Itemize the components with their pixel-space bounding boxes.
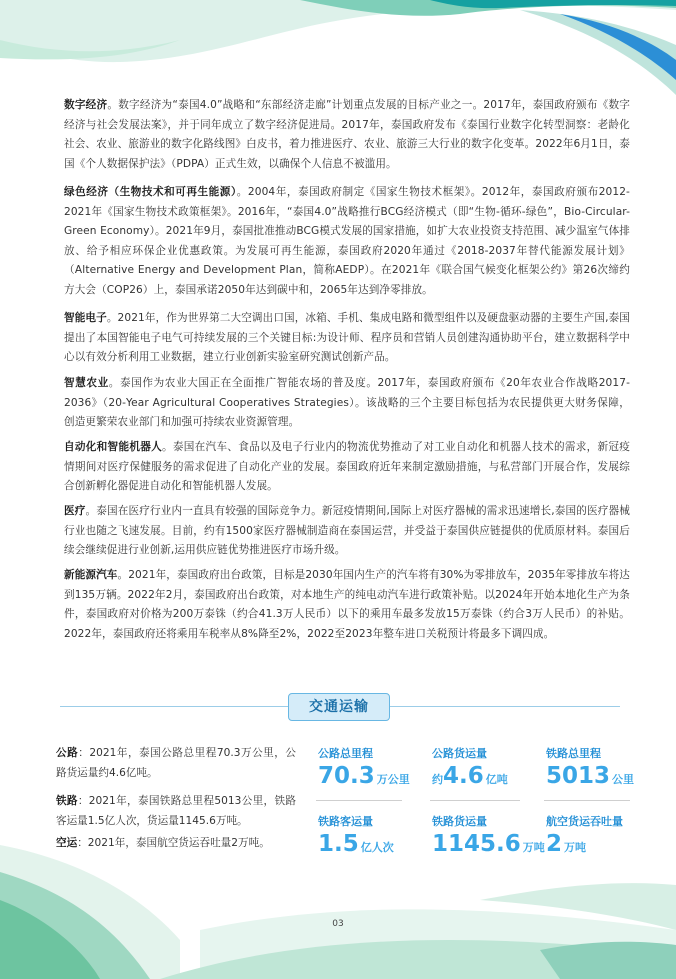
stat-label: 航空货运吞吐量 bbox=[546, 815, 623, 828]
transport-rail-text bbox=[56, 792, 296, 831]
paragraph-title: 智能电子 bbox=[64, 312, 107, 324]
stat-value: 70.3 bbox=[318, 763, 375, 789]
transport-title: 公路 bbox=[56, 747, 79, 759]
stat-air-freight bbox=[546, 815, 623, 857]
paragraph-body: 。2021年，泰国政府出台政策，目标是2030年国内生产的汽车将有30%为零排放车，2035年零排放车将达到135万辆。2022年2月，泰国政府出台政策，对本地生产的纯电动汽车进行政策补贴。以2024年开始本地化生产为条件，泰国政府对价格为200万泰铢（约合41.3万人民币）以下的乘用车最多发放15万泰铢（约合3万人民币）的补贴。2022年，泰国政府还将乘用车税率从8%降至2%，2022至2023年整车进口关税预计将最多下调四成。 bbox=[64, 569, 630, 640]
stats-divider bbox=[316, 800, 402, 801]
paragraph-body: 。2021年，作为世界第二大空调出口国，冰箱、手机、集成电路和微型组件以及硬盘驱动器的主要生产国,泰国提出了本国智能电子电气可持续发展的三个关键目标:为设计师、程序员和营销人员创建沟通协助平台，建立数据科学中心以有效分析利用工业数据，建立行业创新实验室研究测试创新产品。 bbox=[64, 312, 630, 364]
stat-unit: 万公里 bbox=[376, 773, 410, 786]
stat-rail-freight bbox=[432, 815, 545, 857]
transport-air-text bbox=[56, 834, 296, 854]
paragraph-title: 智慧农业 bbox=[64, 377, 109, 389]
paragraph-smart-electronics bbox=[64, 309, 630, 368]
transport-road-text bbox=[56, 744, 296, 783]
paragraph-digital-economy bbox=[64, 96, 630, 174]
paragraph-automation-robotics bbox=[64, 438, 630, 497]
paragraph-body: 。泰国在医疗行业内一直具有较强的国际竞争力。新冠疫情期间,国际上对医疗器械的需求迅速增长,泰国的医疗器械行业也随之飞速发展。目前，约有1500家医疗器械制造商在泰国运营，并受益于泰国供应链提供的优质原材料。泰国后续会继续促进行业创新,运用供应链优势推进医疗市场升级。 bbox=[64, 505, 630, 557]
section-title-transport: 交通运输 bbox=[288, 693, 390, 721]
stat-unit: 亿吨 bbox=[485, 773, 508, 786]
stat-unit: 万吨 bbox=[564, 841, 587, 854]
stat-label: 铁路总里程 bbox=[546, 747, 601, 760]
paragraph-title: 新能源汽车 bbox=[64, 569, 118, 581]
stat-value: 2 bbox=[546, 831, 563, 857]
transport-title: 空运 bbox=[56, 837, 78, 849]
stat-unit: 万吨 bbox=[522, 841, 545, 854]
stat-label: 公路总里程 bbox=[318, 747, 373, 760]
transport-body: ：2021年，泰国航空货运吞吐量2万吨。 bbox=[77, 837, 270, 849]
stat-label: 铁路货运量 bbox=[432, 815, 487, 828]
stat-value: 1145.6 bbox=[432, 831, 521, 857]
stats-divider bbox=[430, 800, 520, 801]
stat-unit: 公里 bbox=[612, 773, 635, 786]
stat-unit: 亿人次 bbox=[360, 841, 394, 854]
stat-rail-passengers bbox=[318, 815, 394, 857]
stat-label: 公路货运量 bbox=[432, 747, 487, 760]
stat-value: 4.6 bbox=[443, 763, 484, 789]
stat-rail-mileage bbox=[546, 747, 634, 789]
transport-title: 铁路 bbox=[56, 795, 78, 807]
paragraph-green-economy bbox=[64, 183, 630, 301]
paragraph-body: 。泰国在汽车、食品以及电子行业内的物流优势推动了对工业自动化和机器人技术的需求，新冠疫情期间对医疗保健服务的需求促进了自动化产业的发展。泰国政府近年来制定激励措施，与私营部门开展合作，发展综合创新孵化器促进自动化和智能机器人发展。 bbox=[64, 441, 630, 493]
stats-divider bbox=[544, 800, 630, 801]
paragraph-medical bbox=[64, 502, 630, 561]
paragraph-smart-agriculture bbox=[64, 374, 630, 433]
paragraph-body: 。泰国作为农业大国正在全面推广智能农场的普及度。2017年，泰国政府颁布《20年农业合作战略2017-2036》（20-Year Agricultural Cooperatives Strategies）。该战略的三个主要目标包括为农民提供更大财务保障，创造更繁荣农业部门和加强可持续农业资源管理。 bbox=[64, 377, 630, 429]
paragraph-title: 数字经济 bbox=[64, 99, 108, 111]
transport-body: ：2021年，泰国铁路总里程5013公里，铁路客运量1.5亿人次，货运量1145.6万吨。 bbox=[56, 795, 297, 827]
paragraph-body: 。数字经济为“泰国4.0”战略和“东部经济走廊”计划重点发展的目标产业之一。2017年，泰国政府颁布《数字经济与社会发展法案》，并于同年成立了数字经济促进局。2017年，泰国政府发布《泰国行业数字化转型洞察：老龄化社会、农业、旅游业的数字化路线图》白皮书，着力推进医疗、农业、旅游三大行业的数字化变革。2022年6月1日，泰国《个人数据保护法》（PDPA）正式生效，以确保个人信息不被滥用。 bbox=[64, 99, 630, 170]
stat-road-freight bbox=[432, 747, 508, 789]
page-number: 03 bbox=[332, 919, 344, 929]
stat-value: 5013 bbox=[546, 763, 611, 789]
stat-label: 铁路客运量 bbox=[318, 815, 373, 828]
paragraph-body: 。2004年，泰国政府制定《国家生物技术框架》。2012年，泰国政府颁布2012-2021年《国家生物技术政策框架》。2016年，“泰国4.0”战略推行BCG经济模式（即“生物-循环-绿色”，Bio-Circular-Green Economy）。2021年9月，泰国批准推动BCG模式发展的国家措施，如扩大农业投资支持范围、减少温室气体排放、给予相应环保企业优惠政策。为发展可再生能源，泰国政府2020年通过《2018-2037年替代能源发展计划》（Alternative Energy and Development Plan，简称AEDP）。在2021年《联合国气候变化框架公约》第26次缔约方大会（COP26）上，泰国承诺2050年达到碳中和，2065年达到净零排放。 bbox=[64, 186, 630, 296]
paragraph-title: 医疗 bbox=[64, 505, 86, 517]
stat-prefix: 约 bbox=[432, 773, 443, 786]
paragraph-new-energy-vehicles bbox=[64, 566, 630, 644]
transport-body: ：2021年，泰国公路总里程70.3万公里，公路货运量约4.6亿吨。 bbox=[56, 747, 297, 779]
stat-value: 1.5 bbox=[318, 831, 359, 857]
paragraph-title: 自动化和智能机器人 bbox=[64, 441, 162, 453]
paragraph-title: 绿色经济（生物技术和可再生能源） bbox=[64, 186, 237, 198]
stat-road-mileage bbox=[318, 747, 410, 789]
